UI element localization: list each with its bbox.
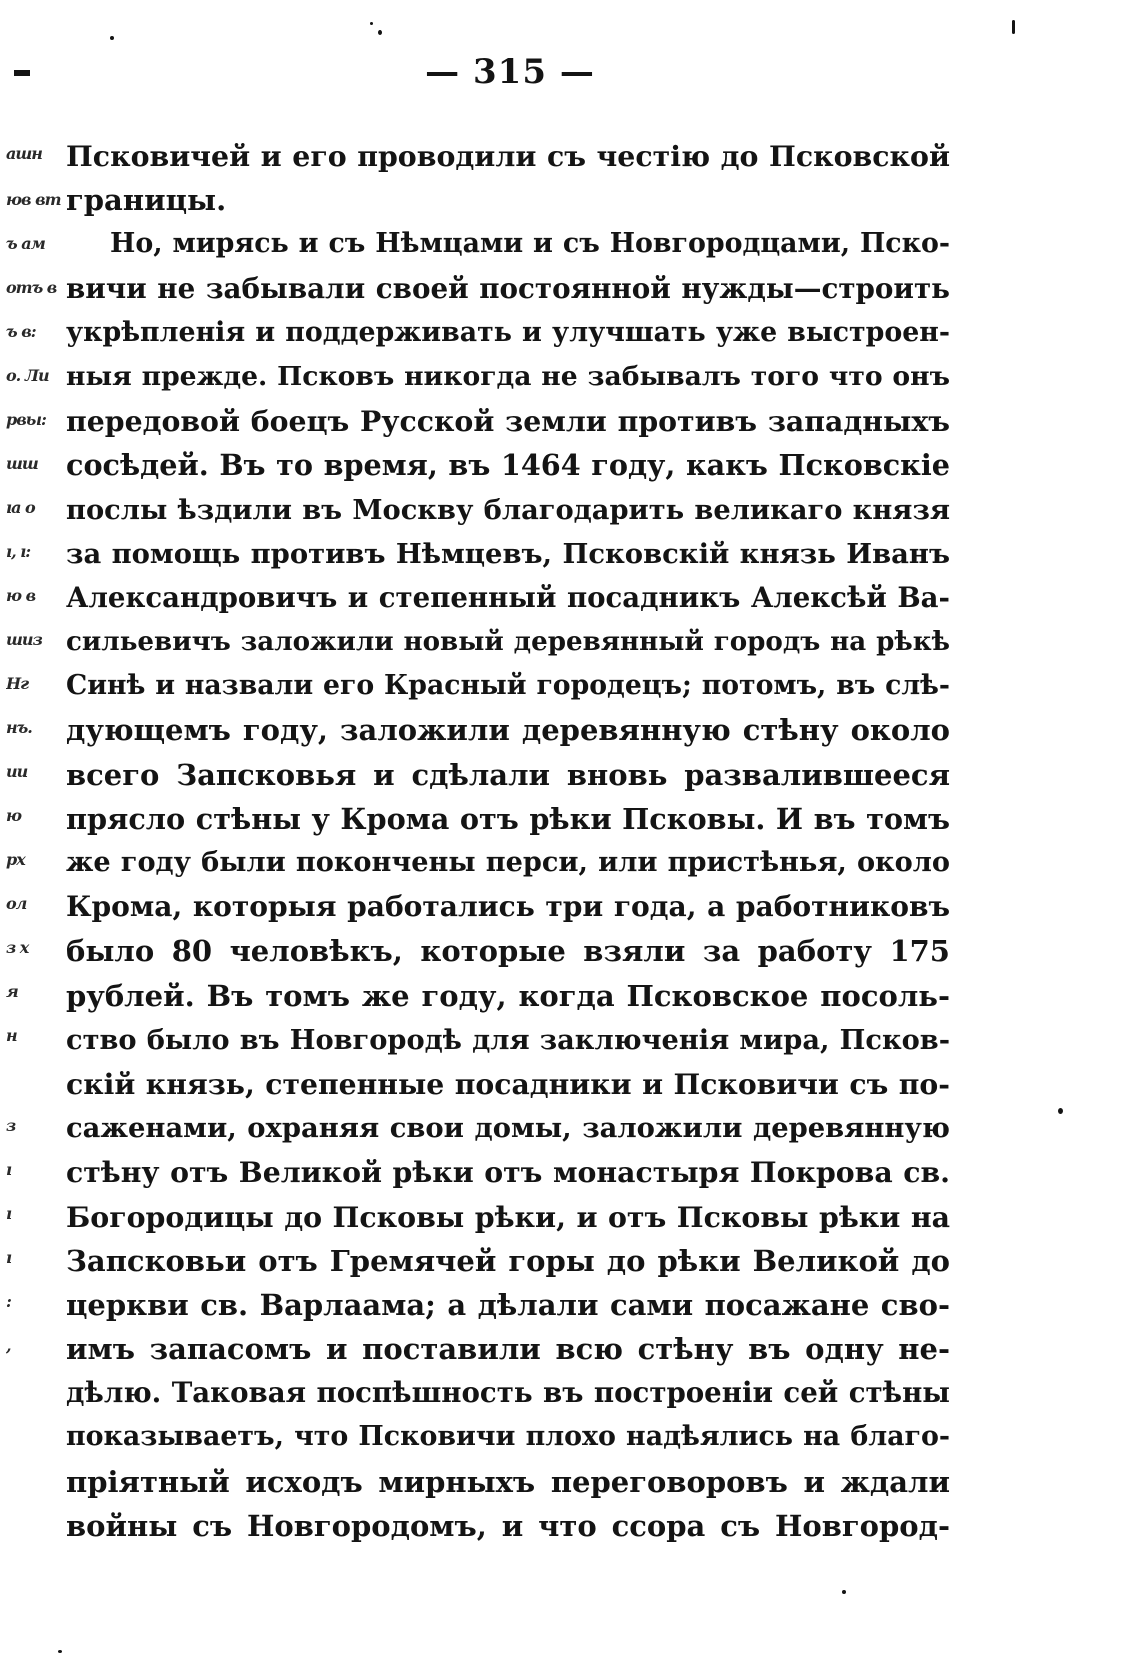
- text-line: войны съ Новгородомъ, и что ссора съ Новгород-: [66, 1508, 950, 1543]
- print-speck: [378, 30, 382, 35]
- margin-fragment: отъ в: [6, 278, 57, 297]
- text-line: сосѣдей. Въ то время, въ 1464 году, какъ Псковскіе: [66, 448, 950, 483]
- body-text: [66, 134, 950, 1548]
- margin-fragment: рвы:: [6, 410, 46, 429]
- margin-fragment: ашн: [6, 144, 42, 163]
- margin-fragment: юв вт: [6, 190, 61, 209]
- text-line: скій князь, степенные посадники и Псковичи съ по-: [66, 1066, 950, 1101]
- page-header: [0, 52, 1140, 100]
- margin-fragment: ол: [6, 894, 27, 913]
- margin-fragment: ı: [6, 1248, 12, 1267]
- text-line: вичи не забывали своей постоянной нужды—строить: [66, 271, 950, 305]
- text-line: пріятный исходъ мирныхъ переговоровъ и ждали: [66, 1464, 950, 1499]
- text-line: Псковичей и его проводили съ честію до Псковской: [66, 139, 950, 173]
- margin-fragment: ю в: [6, 586, 36, 605]
- text-line: передовой боецъ Русской земли противъ западныхъ: [66, 404, 950, 439]
- margin-fragment: ı, ı:: [6, 542, 31, 561]
- text-line: ныя прежде. Псковъ никогда не забывалъ того что онъ: [66, 360, 950, 392]
- text-line: Крома, которыя работались три года, а работниковъ: [66, 890, 950, 924]
- text-line: показываетъ, что Псковичи плохо надѣялись на благо-: [66, 1421, 950, 1453]
- text-line: было 80 человѣкъ, которые взяли за работу 175: [66, 934, 950, 969]
- margin-fragment: Нг: [6, 674, 29, 693]
- text-line: же году были покончены перси, или пристѣнья, около: [66, 847, 950, 878]
- text-line: укрѣпленія и поддерживать и улучшать уже выстроен-: [66, 316, 950, 348]
- margin-fragment: рх: [6, 850, 25, 869]
- text-line: Запсковьи отъ Гремячей горы до рѣки Великой до: [66, 1243, 950, 1278]
- text-line: церкви св. Варлаама; а дѣлали сами посажане сво-: [66, 1287, 950, 1322]
- print-speck: [110, 36, 114, 40]
- margin-fragment: ъ ам: [6, 234, 45, 253]
- text-line: Но, мирясь и съ Нѣмцами и съ Новгородцами, Пско-: [110, 228, 950, 260]
- text-line: дующемъ году, заложили деревянную стѣну около: [66, 713, 950, 748]
- bleed-through-margin: [6, 138, 64, 1598]
- print-speck: [370, 22, 373, 25]
- text-line: послы ѣздили въ Москву благодарить великаго князя: [66, 493, 950, 526]
- print-speck: [842, 1590, 846, 1594]
- left-margin-mark: [14, 70, 30, 76]
- margin-fragment: з: [6, 1116, 16, 1135]
- text-line: ство было въ Новгородѣ для заключенія мира, Псков-: [66, 1023, 950, 1056]
- margin-fragment: я: [6, 982, 18, 1001]
- text-line: прясло стѣны у Крома отъ рѣки Псковы. И въ томъ: [66, 801, 950, 836]
- text-line: имъ запасомъ и поставили всю стѣну въ одну не-: [66, 1332, 950, 1367]
- margin-fragment: шиз: [6, 630, 42, 649]
- margin-fragment: н: [6, 1026, 17, 1045]
- text-line: за помощь противъ Нѣмцевъ, Псковскій князь Иванъ: [66, 537, 950, 570]
- margin-fragment: ,: [6, 1336, 11, 1355]
- print-speck: [1012, 20, 1015, 34]
- text-line: дѣлю. Таковая поспѣшность въ построеніи сей стѣны: [66, 1376, 950, 1410]
- margin-fragment: ю: [6, 806, 22, 825]
- margin-fragment: ıа о: [6, 498, 35, 517]
- page-number: — 315 —: [425, 52, 595, 92]
- text-line: Александровичъ и степенный посадникъ Алексѣй Ва-: [66, 580, 950, 614]
- margin-fragment: нъ.: [6, 718, 32, 737]
- text-line: рублей. Въ томъ же году, когда Псковское посоль-: [66, 978, 950, 1013]
- margin-fragment: ı: [6, 1160, 12, 1179]
- text-line: сильевичъ заложили новый деревянный городъ на рѣкѣ: [66, 626, 950, 658]
- print-speck: [1058, 1108, 1063, 1114]
- text-line: стѣну отъ Великой рѣки отъ монастыря Покрова св.: [66, 1155, 950, 1190]
- margin-fragment: ı: [6, 1204, 12, 1223]
- text-line: Богородицы до Псковы рѣки, и отъ Псковы рѣки на: [66, 1199, 950, 1234]
- margin-fragment: ъ в:: [6, 322, 36, 341]
- text-line: саженами, охраняя свои домы, заложили деревянную: [66, 1112, 950, 1145]
- margin-fragment: ии: [6, 762, 28, 781]
- text-line: всего Запсковья и сдѣлали вновь развалившееся: [66, 757, 950, 792]
- margin-fragment: о. Ли: [6, 366, 49, 385]
- margin-fragment: шш: [6, 454, 38, 473]
- margin-fragment: з х: [6, 938, 29, 957]
- margin-fragment: :: [6, 1292, 11, 1311]
- text-line: границы.: [66, 183, 227, 218]
- text-line: Синѣ и назвали его Красный городецъ; потомъ, въ слѣ-: [66, 670, 950, 702]
- print-speck: [58, 1650, 62, 1653]
